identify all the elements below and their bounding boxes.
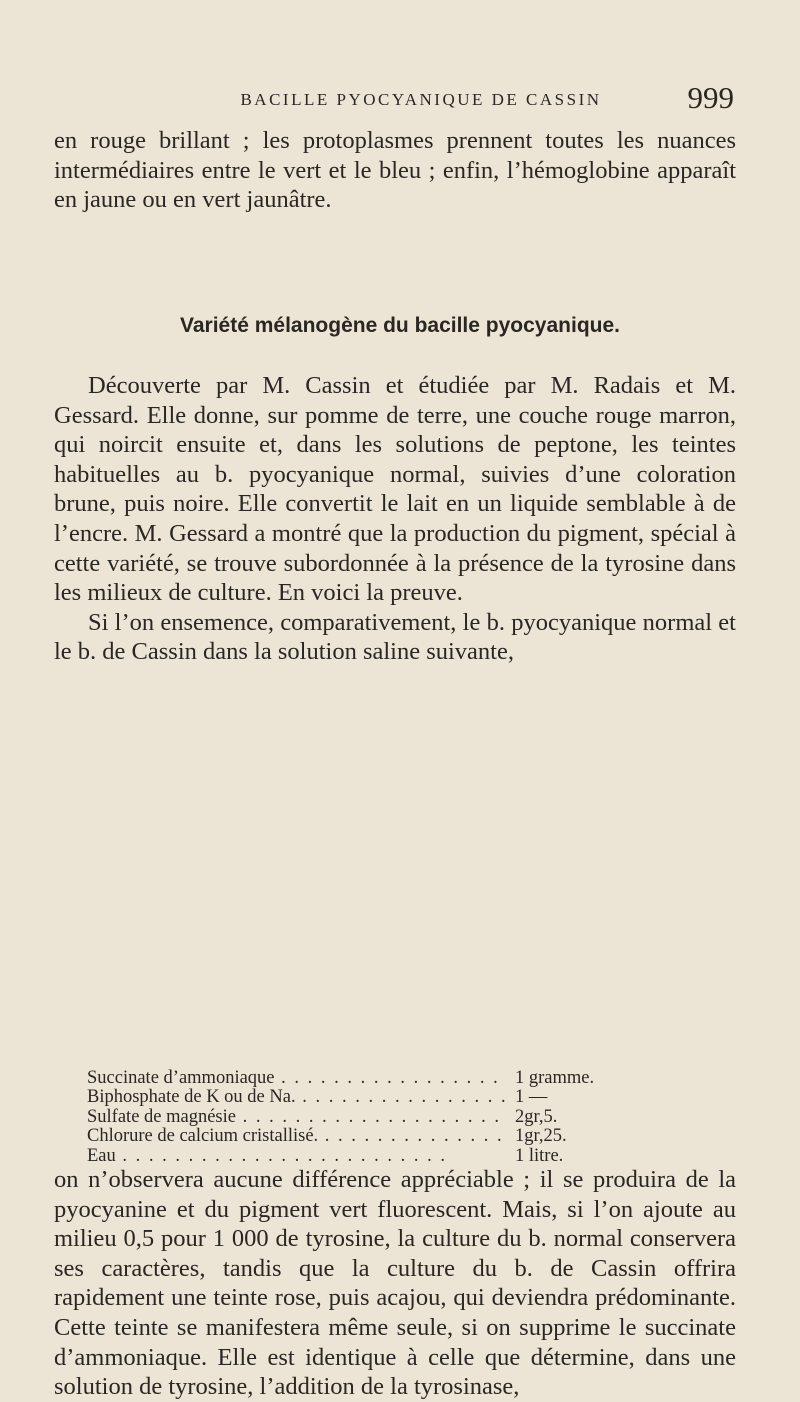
paragraph-discovery: Découverte par M. Cassin et étudiée par M. Radais et M. Gessard. Elle donne, sur pomme de terre, une couche rouge marron, qui noircit ensuite et, dans les solutions de peptone, les teintes habituelles au b. pyocyanique normal, suivies d’une coloration brune, puis noire. Elle convertit le lait en un liquide semblable à de l’encre. M. Gessard a montré que la production du pigment, spécial à cette variété, se trouve subordonnée à la présence de la tyrosine dans les milieux de culture. En voici la preuve.	[54, 372, 736, 607]
running-head	[108, 80, 734, 120]
recipe-row	[87, 1147, 707, 1166]
paragraph-continuation: en rouge brillant ; les protoplasmes prennent toutes les nuances intermédiaires entre le vert et le bleu ; enfin, l’hémoglobine apparaît en jaune ou en vert jaunâtre.	[54, 127, 736, 214]
results-paragraph-block	[54, 1165, 736, 1402]
section-heading: Variété mélanogène du bacille pyocyanique.	[180, 314, 620, 337]
recipe-row	[87, 1127, 707, 1146]
ingredient-quantity: 1 —	[515, 1087, 548, 1108]
recipe-row	[87, 1088, 707, 1107]
ingredient-quantity: 1 litre.	[515, 1145, 564, 1166]
recipe-row	[87, 1069, 707, 1088]
running-title: BACILLE PYOCYANIQUE DE CASSIN	[240, 90, 602, 109]
recipe-row	[87, 1108, 707, 1127]
paragraph-experiment: Si l’on ensemence, comparativement, le b. pyocyanique normal et le b. de Cassin dans la solution saline suivante,	[54, 608, 736, 666]
section-body	[54, 371, 736, 667]
page-number: 999	[687, 80, 734, 115]
ingredient-name: Biphosphate de K ou de Na. . . .	[87, 1088, 507, 1107]
ingredient-name: Sulfate de magnésie . . .	[87, 1108, 507, 1127]
intro-paragraph-block	[54, 126, 736, 215]
solution-recipe	[87, 1069, 707, 1166]
paragraph-results: on n’observera aucune différence appréciable ; il se produira de la pyocyanine et du pigment vert fluorescent. Mais, si l’on ajoute au milieu 0,5 pour 1 000 de tyrosine, la culture du b. normal conservera ses caractères, tandis que la culture du b. de Cassin offrira rapidement une teinte rose, puis acajou, qui deviendra prédominante. Cette teinte se manifestera même seule, si on supprime le succinate d’ammoniaque. Elle est identique à celle que détermine, dans une solution de tyrosine, l’addition de la tyrosinase,	[54, 1166, 736, 1401]
ingredient-name: Eau . . .	[87, 1147, 507, 1166]
ingredient-name: Succinate d’ammoniaque . . .	[87, 1069, 507, 1088]
ingredient-quantity: 1gr,25.	[515, 1126, 567, 1147]
ingredient-quantity: 1 gramme.	[515, 1068, 595, 1088]
ingredient-name: Chlorure de calcium cristallisé. . . .	[87, 1127, 507, 1146]
ingredient-quantity: 2gr,5.	[515, 1106, 558, 1127]
